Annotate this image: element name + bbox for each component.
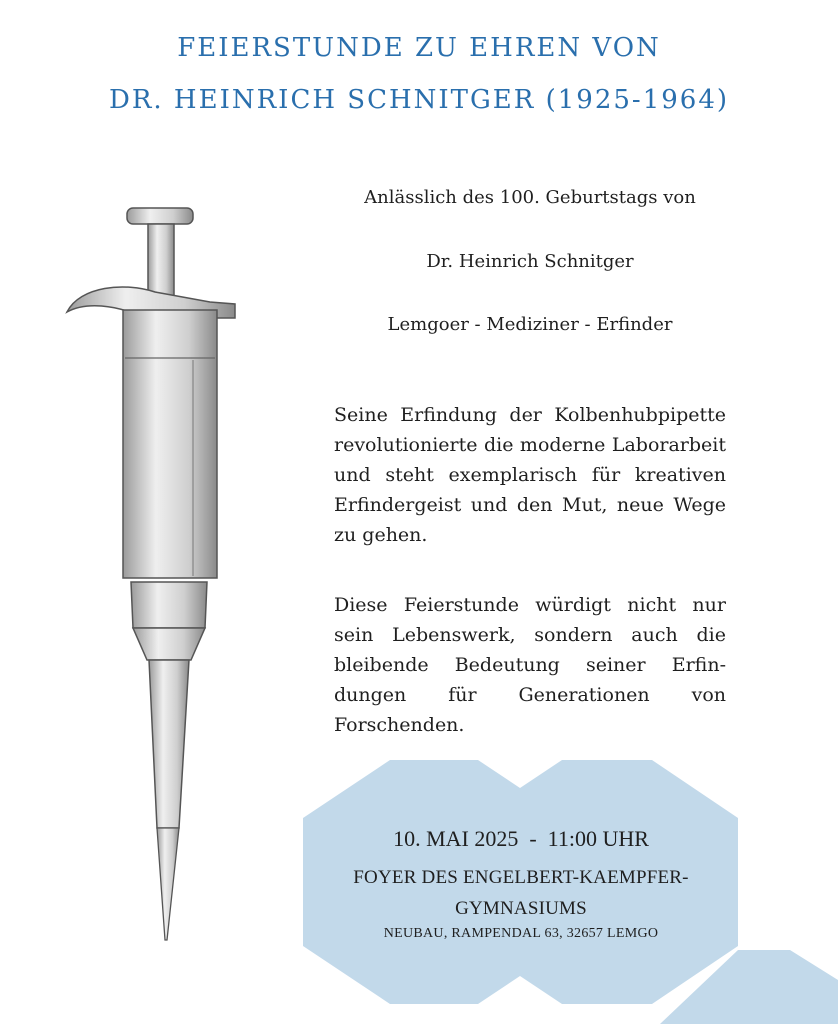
intro-roles: Lemgoer - Mediziner - Erfinder <box>387 314 673 335</box>
title-line-1: FEIERSTUNDE ZU EHREN VON <box>177 33 661 63</box>
intro-line-1: Anlässlich des 100. Geburtstags von <box>364 187 696 208</box>
intro-name: Dr. Heinrich Schnitger <box>426 251 634 272</box>
pipette-icon <box>55 200 245 950</box>
page-title <box>0 22 838 126</box>
event-datetime: 10. MAI 2025 - 11:00 UHR <box>393 826 649 851</box>
paragraph-ceremony: Diese Feierstunde würdigt nicht nur sein Lebenswerk, sondern auch die bleibende Bedeutung seiner Erfindungen für Generationen von Forschenden. <box>334 594 726 736</box>
event-place: FOYER DES ENGELBERT-KAEMPFER-GYMNASIUMS <box>353 867 689 919</box>
paragraph-invention: Seine Erfindung der Kolbenhubpipette revolutionierte die moderne Laborarbeit und steht exemplarisch für kreativen Erfindergeist und den Mut, neue Wege zu gehen. <box>334 404 726 546</box>
title-line-2: DR. HEINRICH SCHNITGER (1925-1964) <box>108 85 730 115</box>
event-address: NEUBAU, RAMPENDAL 63, 32657 LEMGO <box>383 926 659 941</box>
